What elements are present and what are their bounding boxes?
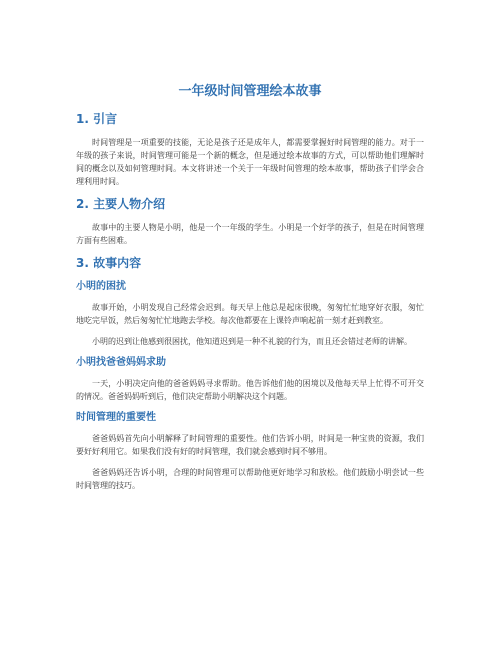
subsection-seek-help xyxy=(76,356,424,403)
subsection-heading: 小明的困扰 xyxy=(76,281,126,292)
section-heading-main-characters: 2. 主要人物介绍 xyxy=(76,197,166,211)
paragraph: 爸爸妈妈还告诉小明，合理的时间管理可以帮助他更好地学习和放松。他们鼓励小明尝试一些时间管理的技巧。 xyxy=(76,468,424,490)
paragraph: 一天，小明决定向他的爸爸妈妈寻求帮助。他告诉他们他的困境以及他每天早上忙得不可开交的情况。爸爸妈妈听到后，他们决定帮助小明解决这个问题。 xyxy=(76,379,424,401)
subsection-time-management-importance xyxy=(76,411,424,492)
section-heading-story-content: 3. 故事内容 xyxy=(76,256,142,270)
paragraph: 故事开始，小明发现自己经常会迟到。每天早上他总是起床很晚，匆匆忙忙地穿好衣服，匆忙地吃完早饭，然后匆匆忙忙地跑去学校。每次他都要在上课铃声响起前一刻才赶到教室。 xyxy=(76,303,424,325)
subsection-xiaoming-trouble xyxy=(76,280,424,348)
document-title: 一年级时间管理绘本故事 xyxy=(178,84,322,99)
section-introduction xyxy=(76,111,424,188)
subsection-heading: 时间管理的重要性 xyxy=(76,412,156,423)
section-heading-introduction: 1. 引言 xyxy=(76,112,118,126)
section-main-characters xyxy=(76,196,424,247)
paragraph: 故事中的主要人物是小明，他是一个一年级的学生。小明是一个好学的孩子，但是在时间管理方面有些困难。 xyxy=(76,223,424,245)
paragraph: 爸爸妈妈首先向小明解释了时间管理的重要性。他们告诉小明，时间是一种宝贵的资源，我们要好好利用它。如果我们没有好的时间管理，我们就会感到时间不够用。 xyxy=(76,434,424,456)
section-story-content xyxy=(76,255,424,492)
paragraph: 小明的迟到让他感到很困扰，他知道迟到是一种不礼貌的行为，而且还会错过老师的讲解。 xyxy=(92,337,412,346)
subsection-heading: 小明找爸爸妈妈求助 xyxy=(76,357,166,368)
paragraph: 时间管理是一项重要的技能，无论是孩子还是成年人，都需要掌握好时间管理的能力。对于一年级的孩子来说，时间管理可能是一个新的概念，但是通过绘本故事的方式，可以帮助他们理解时间的概念以及如何管理时间。本文将讲述一个关于一年级时间管理的绘本故事，帮助孩子们学会合理利用时间。 xyxy=(76,138,424,186)
